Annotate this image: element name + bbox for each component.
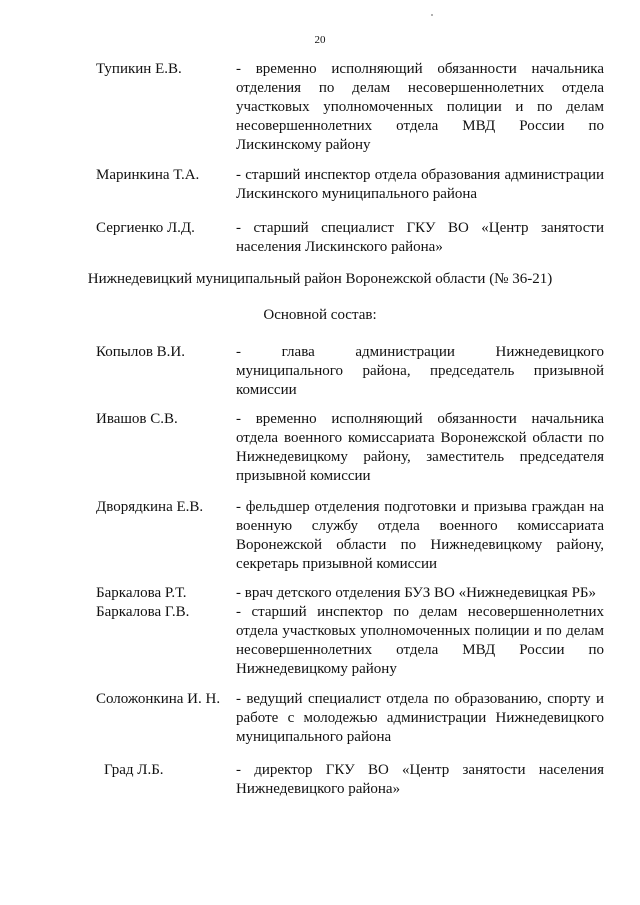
person-position: - старший специалист ГКУ ВО «Центр занятости населения Лискинского района» — [236, 220, 604, 255]
person-name: Град Л.Б. — [104, 762, 164, 778]
person-name: Тупикин Е.В. — [96, 61, 182, 77]
district-heading: Нижнедевицкий муниципальный район Воронежской области (№ 36-21) — [87, 271, 553, 287]
person-name: Баркалова Г.В. — [96, 604, 190, 620]
composition-heading: Основной состав: — [263, 307, 377, 323]
person-name: Ивашов С.В. — [96, 411, 178, 427]
person-position: - глава администрации Нижнедевицкого муниципального района, председатель призывной комиссии — [236, 344, 604, 398]
page-number: 20 — [314, 34, 326, 46]
person-position: - директор ГКУ ВО «Центр занятости населения Нижнедевицкого района» — [236, 762, 604, 797]
scan-speck — [431, 14, 433, 16]
person-position: - старший инспектор по делам несовершеннолетних отдела участковых уполномоченных полиции и по делам несовершеннолетних отдела МВД России по Нижнедевицкому району — [236, 604, 604, 677]
person-position: - врач детского отделения БУЗ ВО «Нижнедевицкая РБ» — [236, 585, 597, 601]
person-name: Копылов В.И. — [96, 344, 186, 360]
person-name: Маринкина Т.А. — [96, 167, 200, 183]
person-position: - ведущий специалист отдела по образованию, спорту и работе с молодежью администрации Нижнедевицкого муниципального района — [236, 691, 604, 745]
person-name: Баркалова Р.Т. — [96, 585, 187, 601]
person-position: - фельдшер отделения подготовки и призыва граждан на военную службу отдела военного комиссариата Воронежской области по Нижнедевицкому району, секретарь призывной комиссии — [236, 499, 604, 572]
person-name: Соложонкина И. Н. — [96, 691, 221, 707]
person-position: - временно исполняющий обязанности начальника отделения по делам несовершеннолетних отдела участковых уполномоченных полиции и по делам несовершеннолетних отдела МВД России по Лискинскому району — [236, 61, 604, 153]
person-position: - старший инспектор отдела образования администрации Лискинского муниципального района — [236, 167, 604, 202]
person-name: Дворядкина Е.В. — [96, 499, 204, 515]
person-position: - временно исполняющий обязанности начальника отдела военного комиссариата Воронежской области по Нижнедевицкому району, заместитель председателя призывной комиссии — [236, 411, 604, 484]
person-name: Сергиенко Л.Д. — [96, 220, 195, 236]
